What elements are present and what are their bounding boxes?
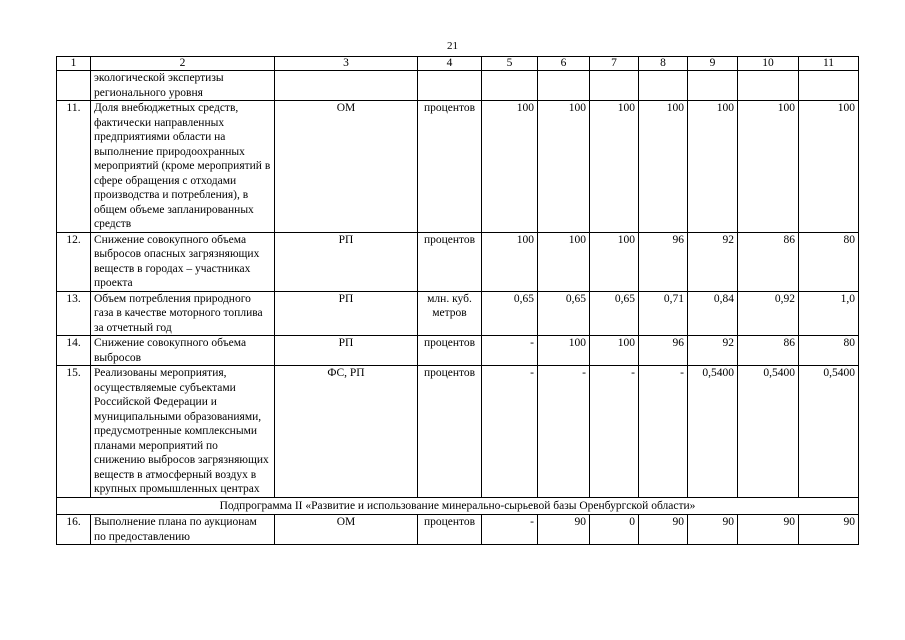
value-cell: - <box>482 515 538 545</box>
column-number: 6 <box>538 57 590 71</box>
section-header-row <box>57 497 859 515</box>
column-number: 4 <box>418 57 482 71</box>
value-cell: 0,5400 <box>688 366 738 498</box>
value-cell: 90 <box>688 515 738 545</box>
column-number: 7 <box>590 57 639 71</box>
indicator-name: Снижение совокупного объема выбросов опасных загрязняющих веществ в городах – участниках проекта <box>91 232 275 291</box>
unit: процентов <box>418 336 482 366</box>
indicator-name: Реализованы мероприятия, осуществляемые субъектами Российской Федерации и муниципальными образованиями, предусмотренные комплексными планами мероприятий по снижению выбросов загрязняющих веществ в атмосферный воздух в крупных промышленных центрах <box>91 366 275 498</box>
row-number: 16. <box>57 515 91 545</box>
row-number <box>57 71 91 101</box>
value-cell: 100 <box>590 232 639 291</box>
value-cell: 92 <box>688 336 738 366</box>
value-cell: 90 <box>538 515 590 545</box>
value-cell: 90 <box>639 515 688 545</box>
value-cell: 1,0 <box>799 291 859 336</box>
table-row <box>57 366 859 498</box>
value-cell: - <box>538 366 590 498</box>
value-cell: 0,84 <box>688 291 738 336</box>
unit: процентов <box>418 101 482 233</box>
table-row <box>57 291 859 336</box>
value-cell: 92 <box>688 232 738 291</box>
value-cell <box>482 71 538 101</box>
indicator-name: экологической экспертизы регионального уровня <box>91 71 275 101</box>
value-cell: 86 <box>738 232 799 291</box>
indicator-name: Выполнение плана по аукционам по предоставлению <box>91 515 275 545</box>
indicator-name: Объем потребления природного газа в качестве моторного топлива за отчетный год <box>91 291 275 336</box>
value-cell: 100 <box>482 101 538 233</box>
column-number: 9 <box>688 57 738 71</box>
value-cell: 100 <box>538 101 590 233</box>
value-cell: 90 <box>738 515 799 545</box>
indicator-type: РП <box>275 336 418 366</box>
value-cell: 100 <box>738 101 799 233</box>
value-cell: 80 <box>799 336 859 366</box>
value-cell: 100 <box>482 232 538 291</box>
table-row <box>57 232 859 291</box>
value-cell <box>590 71 639 101</box>
value-cell: 100 <box>538 336 590 366</box>
value-cell: 0,65 <box>538 291 590 336</box>
value-cell: - <box>482 336 538 366</box>
indicator-type: РП <box>275 232 418 291</box>
value-cell: 100 <box>590 101 639 233</box>
indicator-type: ОМ <box>275 101 418 233</box>
value-cell: 0,65 <box>590 291 639 336</box>
indicator-name: Снижение совокупного объема выбросов <box>91 336 275 366</box>
unit: процентов <box>418 515 482 545</box>
value-cell <box>688 71 738 101</box>
indicator-type: ФС, РП <box>275 366 418 498</box>
value-cell: 96 <box>639 232 688 291</box>
value-cell: 0,92 <box>738 291 799 336</box>
table-row <box>57 101 859 233</box>
indicator-type: ОМ <box>275 515 418 545</box>
value-cell: 90 <box>799 515 859 545</box>
value-cell: 100 <box>799 101 859 233</box>
unit: млн. куб. метров <box>418 291 482 336</box>
value-cell: 96 <box>639 336 688 366</box>
value-cell <box>738 71 799 101</box>
value-cell: 86 <box>738 336 799 366</box>
value-cell: - <box>590 366 639 498</box>
value-cell: 0,5400 <box>738 366 799 498</box>
column-number-row <box>57 57 859 71</box>
page-number: 21 <box>447 40 458 52</box>
value-cell: 100 <box>688 101 738 233</box>
value-cell: 0,65 <box>482 291 538 336</box>
column-number: 11 <box>799 57 859 71</box>
column-number: 10 <box>738 57 799 71</box>
value-cell: 100 <box>538 232 590 291</box>
table-row <box>57 515 859 545</box>
value-cell: 100 <box>590 336 639 366</box>
value-cell: 100 <box>639 101 688 233</box>
indicator-type: РП <box>275 291 418 336</box>
table-row <box>57 336 859 366</box>
value-cell: - <box>482 366 538 498</box>
row-number: 11. <box>57 101 91 233</box>
row-number: 12. <box>57 232 91 291</box>
row-number: 13. <box>57 291 91 336</box>
value-cell: - <box>639 366 688 498</box>
value-cell: 0 <box>590 515 639 545</box>
column-number: 1 <box>57 57 91 71</box>
indicator-name: Доля внебюджетных средств, фактически направленных предприятиями области на выполнение природоохранных мероприятий (кроме мероприятий в сфере обращения с отходами производства и потребления), в общем объеме запланированных средств <box>91 101 275 233</box>
section-title: Подпрограмма II «Развитие и использование минерально-сырьевой базы Оренбургской области» <box>57 497 859 515</box>
unit: процентов <box>418 232 482 291</box>
value-cell <box>799 71 859 101</box>
indicator-type <box>275 71 418 101</box>
column-number: 8 <box>639 57 688 71</box>
column-number: 3 <box>275 57 418 71</box>
column-number: 5 <box>482 57 538 71</box>
row-number: 14. <box>57 336 91 366</box>
value-cell <box>639 71 688 101</box>
column-number: 2 <box>91 57 275 71</box>
row-number: 15. <box>57 366 91 498</box>
value-cell <box>538 71 590 101</box>
unit <box>418 71 482 101</box>
value-cell: 0,71 <box>639 291 688 336</box>
value-cell: 80 <box>799 232 859 291</box>
value-cell: 0,5400 <box>799 366 859 498</box>
indicators-table <box>56 56 859 545</box>
table-row <box>57 71 859 101</box>
unit: процентов <box>418 366 482 498</box>
